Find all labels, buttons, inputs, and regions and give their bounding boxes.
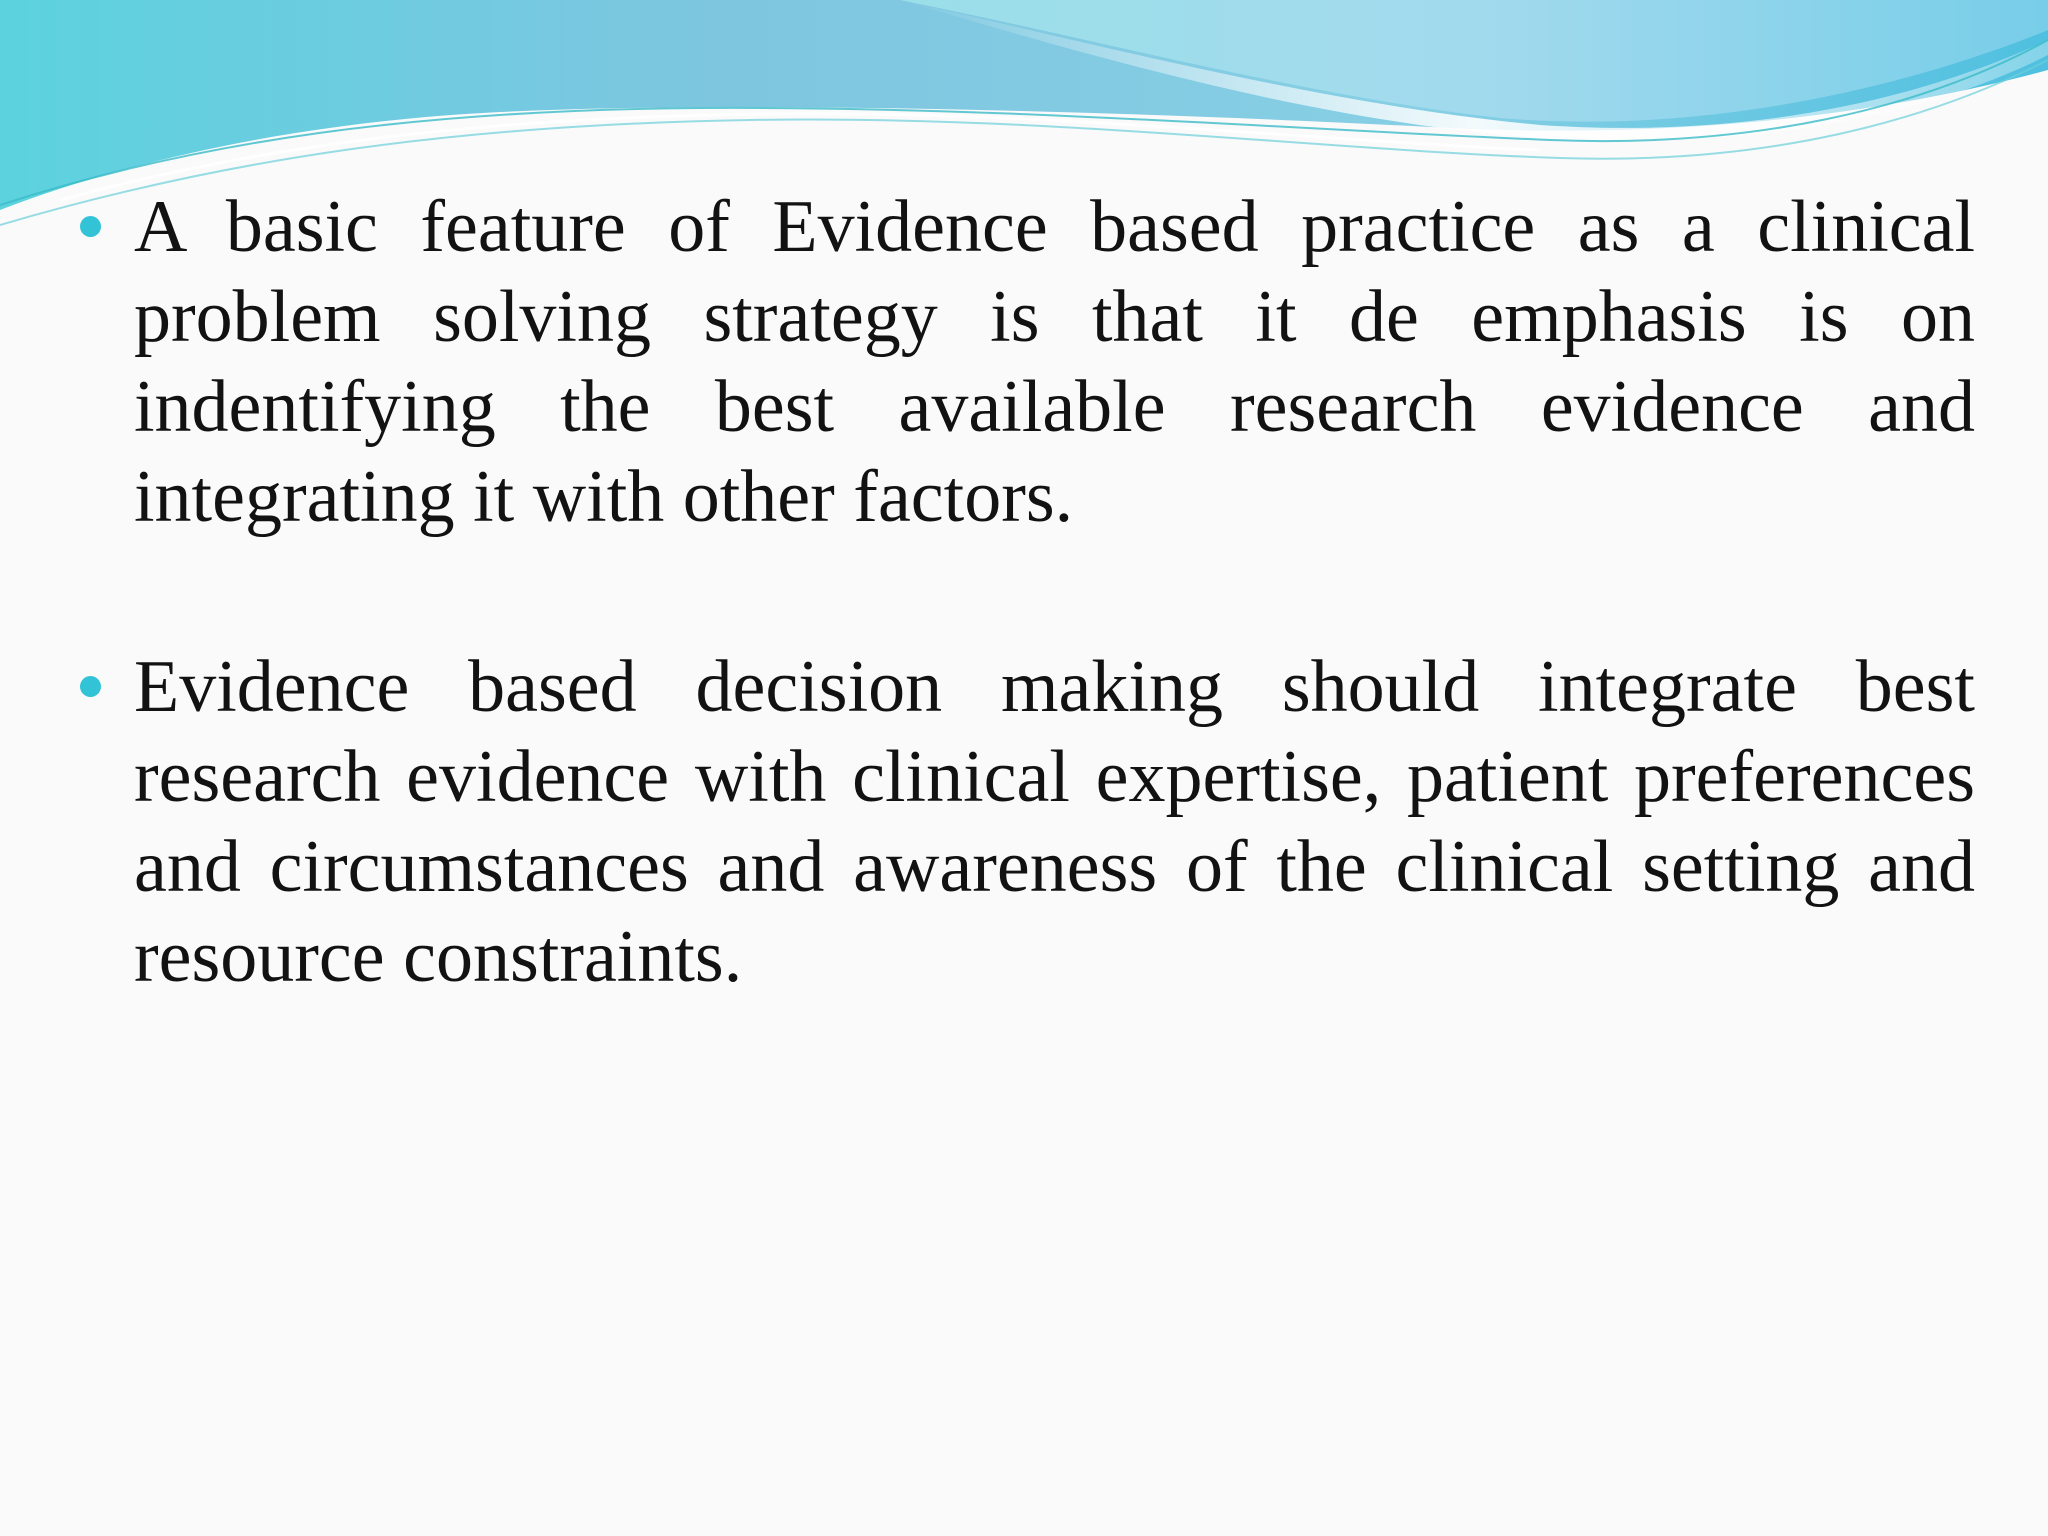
bullet-dot-icon [80, 216, 101, 237]
slide-content [80, 182, 1975, 1102]
bullet-item [80, 642, 1975, 1002]
bullet-text: Evidence based decision making should integrate best research evidence with clinical expertise, patient preferences and circumstances and awareness of the clinical setting and resource constraints. [134, 646, 1975, 998]
bullet-text: A basic feature of Evidence based practice as a clinical problem solving strategy is that it de emphasis is on indentifying the best available research evidence and integrating it with other factors. [134, 186, 1975, 538]
bullet-dot-icon [80, 676, 101, 697]
bullet-item [80, 182, 1975, 542]
